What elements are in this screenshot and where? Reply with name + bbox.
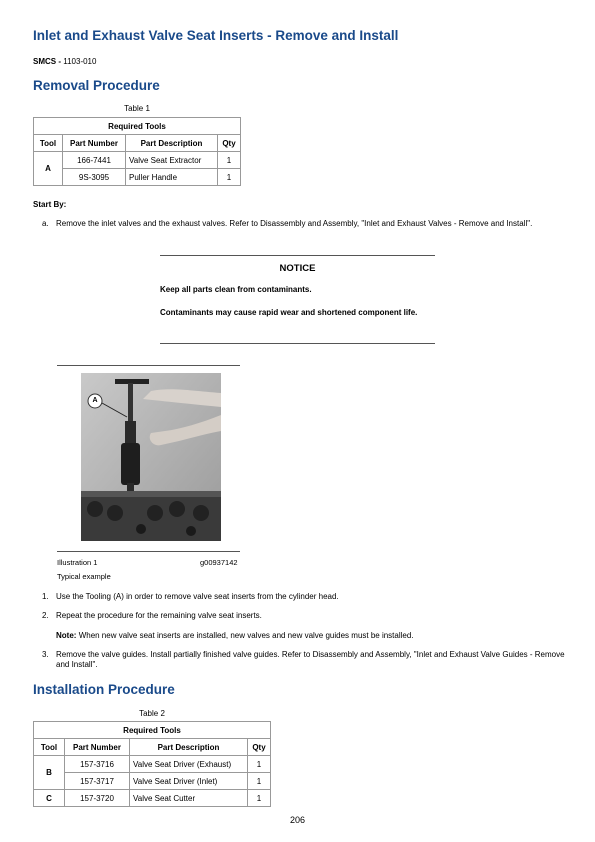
start-by-text: Remove the inlet valves and the exhaust valves. Refer to Disassembly and Assembly, "Inlet and Exhaust Valves - Remove and Install". <box>56 219 533 228</box>
table1-required-tools <box>33 117 241 186</box>
table2-required-tools <box>33 721 271 807</box>
table2-title: Required Tools <box>34 722 271 739</box>
start-by-marker: a. <box>42 219 49 228</box>
page-title: Inlet and Exhaust Valve Seat Inserts - Remove and Install <box>33 28 399 43</box>
table2-caption: Table 2 <box>139 709 165 718</box>
start-by-label: Start By: <box>33 200 67 209</box>
step-text: Remove the valve guides. Install partially finished valve guides. Refer to Disassembly and Assembly, "Inlet and Exhaust Valve Guides - Remove and Install". <box>56 650 565 669</box>
table1-header: Tool <box>34 135 63 152</box>
removal-heading: Removal Procedure <box>33 78 160 93</box>
table2-part-cell: 157-3716 <box>65 756 130 773</box>
table2-part-cell: 157-3720 <box>65 790 130 807</box>
illustration-id: g00937142 <box>200 558 238 567</box>
step-number: 2. <box>42 611 49 620</box>
table2-header: Part Number <box>65 739 130 756</box>
valve-tool-photo-graphic <box>81 373 221 541</box>
table2-desc-cell: Valve Seat Driver (Inlet) <box>130 773 248 790</box>
note-label: Note: <box>56 631 77 640</box>
smcs-label: SMCS - <box>33 57 61 66</box>
table1-desc-cell: Valve Seat Extractor <box>126 152 218 169</box>
step-text: Use the Tooling (A) in order to remove valve seat inserts from the cylinder head. <box>56 592 339 601</box>
smcs-code: 1103-010 <box>63 57 97 66</box>
table-row <box>34 790 271 807</box>
note-paragraph <box>56 631 556 641</box>
table2-tool-cell: C <box>34 790 65 807</box>
table-row <box>34 169 241 186</box>
table2-qty-cell: 1 <box>248 790 271 807</box>
note-text: When new valve seat inserts are installed, new valves and new valve guides must be installed. <box>78 631 414 640</box>
illustration-label: Illustration 1 <box>57 558 98 567</box>
notice-bottom-rule <box>160 343 435 344</box>
table2-part-cell: 157-3717 <box>65 773 130 790</box>
notice-title: NOTICE <box>279 263 316 274</box>
table1-caption: Table 1 <box>124 104 150 113</box>
table1-part-cell: 9S-3095 <box>63 169 126 186</box>
notice-top-rule <box>160 255 435 256</box>
table2-desc-cell: Valve Seat Cutter <box>130 790 248 807</box>
notice-line-2: Contaminants may cause rapid wear and shortened component life. <box>160 308 418 317</box>
table-row <box>34 756 271 773</box>
step-number: 1. <box>42 592 49 601</box>
table-row <box>34 773 271 790</box>
page-number: 206 <box>289 815 306 825</box>
illustration-top-rule <box>57 365 240 366</box>
table2-qty-cell: 1 <box>248 773 271 790</box>
table1-header: Part Description <box>126 135 218 152</box>
table2-tool-cell: B <box>34 756 65 790</box>
table1-qty-cell: 1 <box>218 169 241 186</box>
illustration-subcaption: Typical example <box>57 572 111 581</box>
notice-line-1: Keep all parts clean from contaminants. <box>160 285 312 294</box>
step-text: Repeat the procedure for the remaining valve seat inserts. <box>56 611 262 620</box>
table1-qty-cell: 1 <box>218 152 241 169</box>
table1-tool-cell: A <box>34 152 63 186</box>
step-number: 3. <box>42 650 49 659</box>
table2-header: Tool <box>34 739 65 756</box>
table2-header: Qty <box>248 739 271 756</box>
table1-part-cell: 166-7441 <box>63 152 126 169</box>
smcs-line <box>33 57 96 66</box>
callout-a-label: A <box>92 397 98 404</box>
illustration-bottom-rule <box>57 551 240 552</box>
installation-heading: Installation Procedure <box>33 682 175 697</box>
table-row <box>34 152 241 169</box>
table1-header: Qty <box>218 135 241 152</box>
table2-header: Part Description <box>130 739 248 756</box>
table1-header: Part Number <box>63 135 126 152</box>
table1-desc-cell: Puller Handle <box>126 169 218 186</box>
table2-desc-cell: Valve Seat Driver (Exhaust) <box>130 756 248 773</box>
valve-tool-photo <box>81 373 221 541</box>
table2-qty-cell: 1 <box>248 756 271 773</box>
table1-title: Required Tools <box>34 118 241 135</box>
